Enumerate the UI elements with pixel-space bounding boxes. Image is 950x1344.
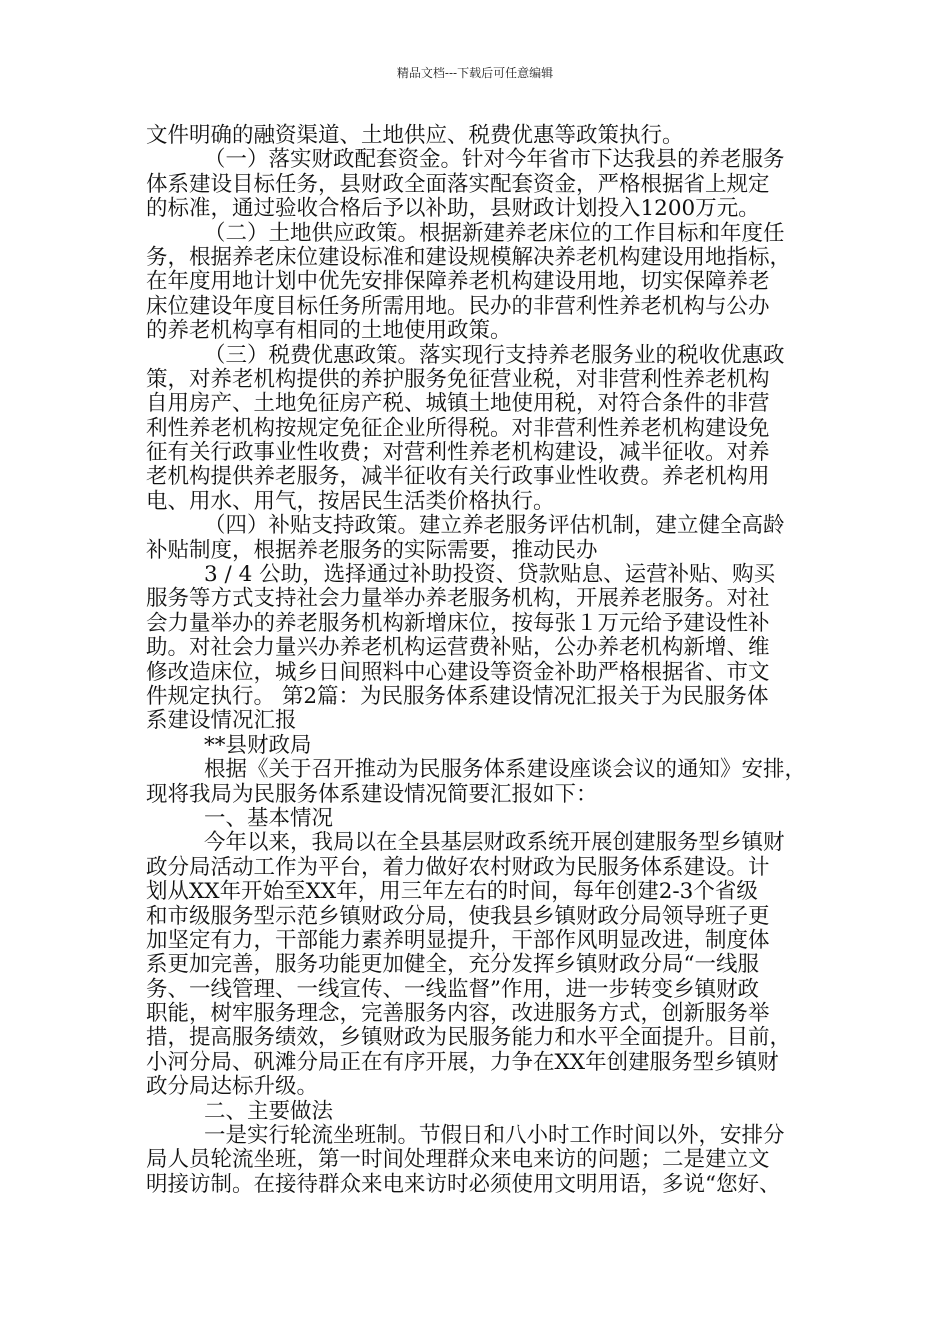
text-line: 策，对养老机构提供的养护服务免征营业税，对非营利性养老机构 (146, 366, 770, 392)
text-line: 电、用水、用气，按居民生活类价格执行。 (146, 488, 555, 514)
text-line: 利性养老机构按规定免征企业所得税。对非营利性养老机构建设免 (146, 415, 770, 441)
text-line: 件规定执行。 第2篇：为民服务体系建设情况汇报关于为民服务体 (146, 683, 769, 709)
text-line: **县财政局 (204, 732, 312, 758)
text-line: 小河分局、矾滩分局正在有序开展，力争在XX年创建服务型乡镇财 (146, 1049, 779, 1075)
text-line: 体系建设目标任务，县财政全面落实配套资金，严格根据省上规定 (146, 171, 770, 197)
text-line: 服务等方式支持社会力量举办养老服务机构，开展养老服务。对社 (146, 586, 770, 612)
text-line: 职能，树牢服务理念，完善服务内容，改进服务方式，创新服务举 (146, 1001, 770, 1027)
text-line: 修改造床位，城乡日间照料中心建设等资金补助严格根据省、市文 (146, 659, 770, 685)
text-line: 系建设情况汇报 (146, 708, 297, 734)
text-line: （二）土地供应政策。根据新建养老床位的工作目标和年度任 (204, 220, 785, 246)
text-line: 根据《关于召开推动为民服务体系建设座谈会议的通知》安排， (204, 757, 807, 783)
page-header: 精品文档---下载后可任意编辑 (396, 66, 554, 80)
text-line: 和市级服务型示范乡镇财政分局，使我县乡镇财政分局领导班子更 (146, 903, 770, 929)
text-line: （四）补贴支持政策。建立养老服务评估机制，建立健全高龄 (204, 513, 785, 539)
text-line: 的标准，通过验收合格后予以补助，县财政计划投入1200万元。 (146, 196, 760, 222)
text-line: 务，根据养老床位建设标准和建设规模解决养老机构建设用地指标， (146, 244, 792, 270)
text-line: 征有关行政事业性收费；对营利性养老机构建设，减半征收。对养 (146, 440, 770, 466)
text-line: 床位建设年度目标任务所需用地。民办的非营利性养老机构与公办 (146, 293, 770, 319)
text-line: 明接访制。在接待群众来电来访时必须使用文明用语，多说“您好、 (146, 1171, 781, 1197)
text-line: 系更加完善，服务功能更加健全，充分发挥乡镇财政分局“一线服 (146, 952, 759, 978)
text-line: 在年度用地计划中优先安排保障养老机构建设用地，切实保障养老 (146, 269, 770, 295)
text-line: 措，提高服务绩效，乡镇财政为民服务能力和水平全面提升。目前， (146, 1025, 792, 1051)
text-line: 助。对社会力量兴办养老机构运营费补贴，公办养老机构新增、维 (146, 635, 770, 661)
text-line: 3 / 4 公助，选择通过补助投资、贷款贴息、运营补贴、购买 (204, 562, 776, 588)
text-line: 现将我局为民服务体系建设情况简要汇报如下： (146, 781, 598, 807)
text-line: 局人员轮流坐班，第一时间处理群众来电来访的问题；二是建立文 (146, 1147, 770, 1173)
text-line: 老机构提供养老服务，减半征收有关行政事业性收费。养老机构用 (146, 464, 770, 490)
text-line: 的养老机构享有相同的土地使用政策。 (146, 318, 512, 344)
text-line: （三）税费优惠政策。落实现行支持养老服务业的税收优惠政 (204, 342, 785, 368)
text-line: 一是实行轮流坐班制。节假日和八小时工作时间以外，安排分 (204, 1123, 785, 1149)
text-line: 二、主要做法 (204, 1098, 334, 1124)
text-line: 自用房产、土地免征房产税、城镇土地使用税，对符合条件的非营 (146, 391, 770, 417)
text-line: 政分局达标升级。 (146, 1074, 319, 1100)
text-line: 政分局活动工作为平台，着力做好农村财政为民服务体系建设。计 (146, 854, 770, 880)
text-line: 文件明确的融资渠道、土地供应、税费优惠等政策执行。 (146, 123, 684, 148)
text-line: 务、一线管理、一线宣传、一线监督”作用，进一步转变乡镇财政 (146, 976, 759, 1002)
text-line: 划从XX年开始至XX年，用三年左右的时间，每年创建2-3个省级 (146, 879, 758, 905)
text-line: （一）落实财政配套资金。针对今年省市下达我县的养老服务 (204, 147, 785, 173)
text-line: 一、基本情况 (204, 805, 334, 831)
text-line: 加坚定有力，干部能力素养明显提升，干部作风明显改进，制度体 (146, 927, 770, 953)
text-line: 会力量举办的养老服务机构新增床位，按每张１万元给予建设性补 (146, 610, 770, 636)
text-line: 今年以来，我局以在全县基层财政系统开展创建服务型乡镇财 (204, 830, 785, 856)
document-body (146, 124, 826, 1197)
text-line: 补贴制度，根据养老服务的实际需要，推动民办 (146, 537, 598, 563)
